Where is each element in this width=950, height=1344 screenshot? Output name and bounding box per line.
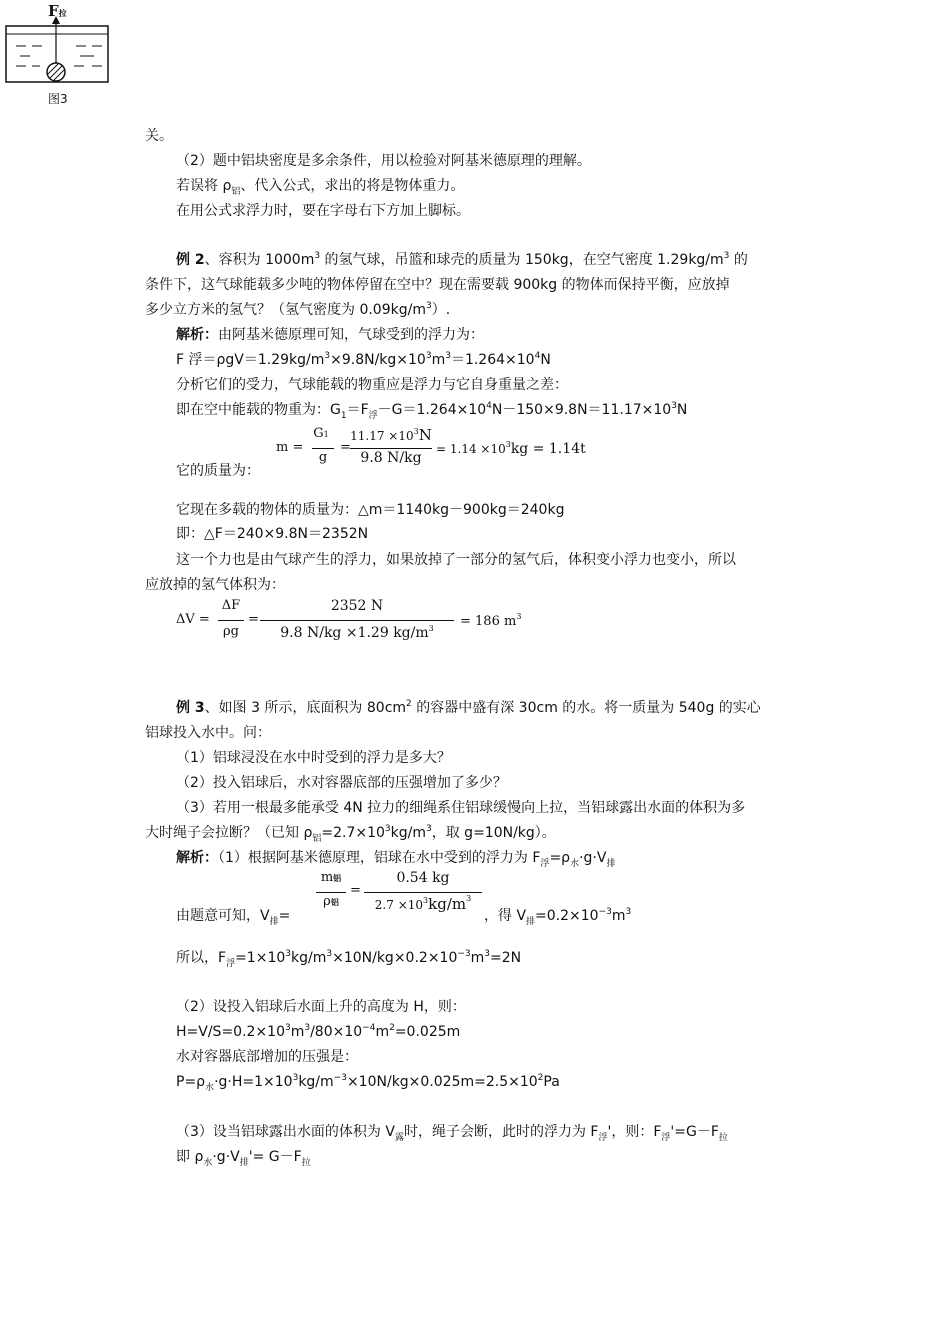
- question-3: （3）若用一根最多能承受 4N 拉力的细绳系住铝球缓慢向上拉，当铝球露出水面的体积为多: [176, 800, 746, 816]
- force-label: F拉: [48, 2, 67, 20]
- text-line: 铝球投入水中。问：: [145, 725, 271, 741]
- text-line: 它的质量为：: [176, 463, 260, 479]
- equation-line: $P=\rho_水\cdot g\cdot H=1\times 10^3kg/m^{-3}\times 10N/kg\times 0.025m=2.5\times 10^2Pa$: [176, 1073, 560, 1093]
- text-line: （3）设当铝球露出水面的体积为 $V_露$时，绳子会断，此时的浮力为 $F_浮'$，则：$F_浮'=G-F_拉$: [176, 1124, 728, 1143]
- text-line: 若误将 $\rho_铝$、代入公式，求出的将是物体重力。: [176, 178, 465, 197]
- text-line: 关。: [145, 128, 173, 144]
- equation-line: 即在空中能载的物重为：$G_1=F_浮-G=1.264\times 10^4N-150\times 9.8N=11.17\times 10^3N$: [176, 401, 688, 421]
- equation-line: F 浮$=\rho gV=1.29kg/m^3\times 9.8N/kg\times 10^3m^3=1.264\times 10^4N$: [176, 351, 551, 368]
- text-line: 这一个力也是由气球产生的浮力，如果放掉了一部分的氢气后，体积变小浮力也变小，所以: [176, 552, 736, 568]
- text-line: 大时绳子会拉断？（已知 $\rho_铝=2.7\times 10^3kg/m^3$，取 g=10N/kg）。: [145, 824, 556, 844]
- question-1: （1）铝球浸没在水中时受到的浮力是多大？: [176, 750, 451, 766]
- text-line: 多少立方米的氢气？（氢气密度为 $0.09kg/m^3$）.: [145, 301, 451, 318]
- figure-caption: 图3: [48, 92, 68, 106]
- text-line: 应放掉的氢气体积为：: [145, 577, 285, 593]
- question-2: （2）投入铝球后，水对容器底部的压强增加了多少？: [176, 775, 507, 791]
- text-line: （2）题中铝块密度是多余条件，用以检验对阿基米德原理的理解。: [176, 153, 591, 169]
- volume-fraction: m铝 ρ铝 = 0.54 kg $2.7 \times 10^3kg/m^3$: [316, 870, 486, 918]
- text-line: （2）设投入铝球后水面上升的高度为 H，则：: [176, 999, 466, 1015]
- example-3-heading: 例 3、如图 3 所示，底面积为 $80cm^2$ 的容器中盛有深 30cm 的水。将一质量为 540g 的实心: [176, 699, 761, 716]
- text-line: 即：△F＝240×9.8N＝2352N: [176, 526, 369, 542]
- example-2-heading: 例 2、容积为 $1000m^3$ 的氢气球，吊篮和球壳的质量为 150kg，在空气密度 $1.29kg/m^3$ 的: [176, 251, 748, 268]
- text-line: 在用公式求浮力时，要在字母右下方加上脚标。: [176, 203, 470, 219]
- text-line: 条件下，这气球能载多少吨的物体停留在空中？现在需要载 900kg 的物体而保持平衡，应放掉: [145, 277, 730, 293]
- analysis-line: 解析：（1）根据阿基米德原理，铝球在水中受到的浮力为 $F_浮=\rho_水\cdot g\cdot V_排$: [176, 850, 616, 869]
- mass-formula: m = G1 g = $11.17 \times 10^3N$ 9.8 N/kg = $1.14 \times 10^3kg = 1.14t$: [276, 426, 586, 466]
- equation-line: 即 $\rho_水\cdot g\cdot V_排'= G-F_拉$: [176, 1149, 311, 1168]
- text-line: 分析它们的受力，气球能载的物重应是浮力与它自身重量之差：: [176, 377, 568, 393]
- equation-line: 由题意可知，$V_排=$: [176, 908, 291, 927]
- volume-formula: ΔV = ΔF ρg = 2352 N 9.8 N/kg ×1.29 $kg/m^3$ = 186 $m^3$: [176, 598, 522, 641]
- text-line: 它现在多载的物体的质量为：△m＝1140kg－900kg＝240kg: [176, 502, 565, 518]
- equation-line: ，得 $V_排=0.2\times 10^{-3}m^3$: [484, 907, 632, 927]
- equation-line: 所以，$F_浮=1\times 10^3kg/m^3\times 10N/kg\times 0.2\times 10^{-3}m^3=2N$: [176, 949, 522, 969]
- analysis-line: 解析：由阿基米德原理可知，气球受到的浮力为：: [176, 327, 484, 343]
- equation-line: $H=V/S=0.2\times 10^3m^3/80\times 10^{-4}m^2=0.025m$: [176, 1023, 461, 1040]
- text-line: 水对容器底部增加的压强是：: [176, 1049, 358, 1065]
